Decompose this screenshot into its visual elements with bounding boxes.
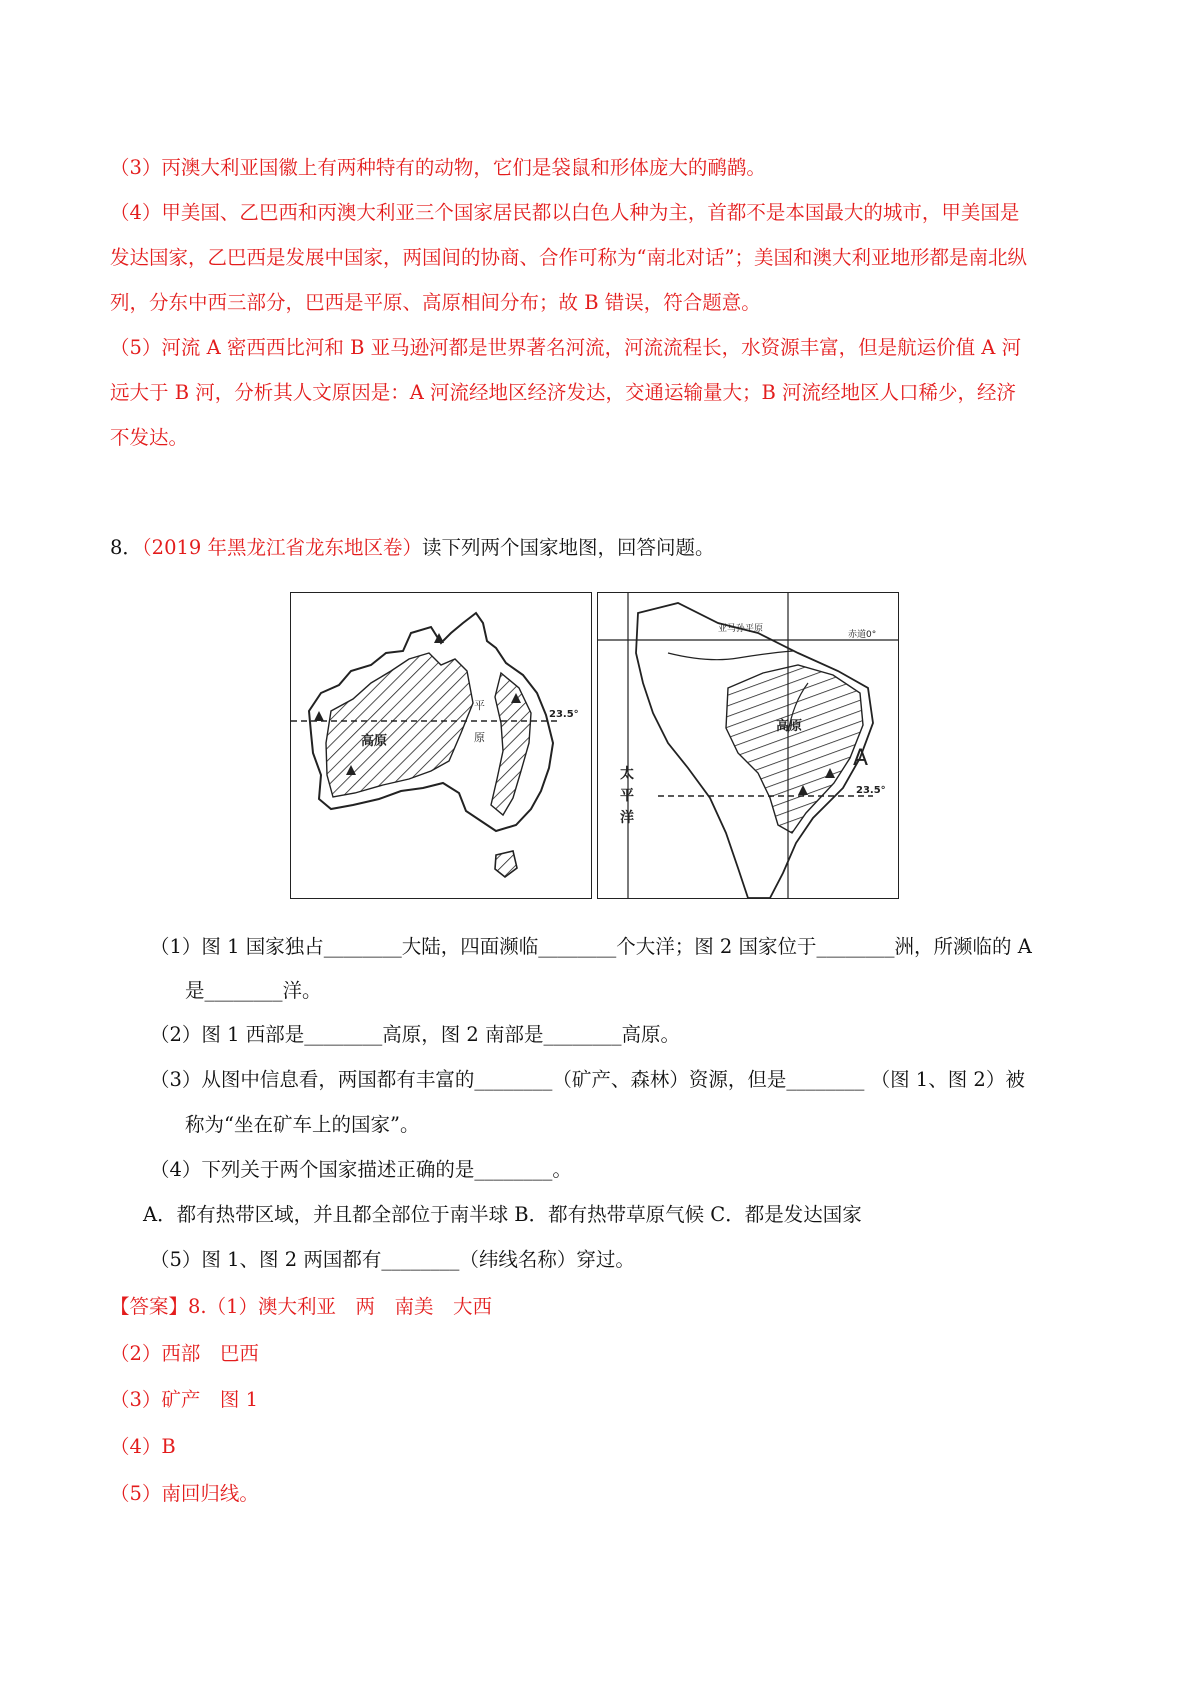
answer-5: （5）南回归线。	[110, 1482, 259, 1505]
question-number: 8．	[110, 536, 142, 559]
analysis-p5-line1: （5）河流 A 密西西比河和 B 亚马逊河都是世界著名河流，河流流程长，水资源丰富，但是航运价值 A 河	[110, 336, 1022, 359]
map1-latitude-label: 23.5°	[549, 709, 579, 720]
question-stem: 读下列两个国家地图，回答问题。	[422, 536, 715, 559]
map1-plain-char-1: 平	[474, 699, 485, 712]
answer-line-1	[110, 1292, 492, 1322]
sub-question-4-options: A．都有热带区域，并且都全部位于南半球 B．都有热带草原气候 C．都是发达国家	[143, 1203, 862, 1226]
brazil-map-graphic	[598, 593, 898, 898]
analysis-p5-line2: 远大于 B 河，分析其人文原因是：A 河流经地区经济发达，交通运输量大；B 河流经地区人口稀少，经济	[110, 381, 1017, 404]
sub-question-5: （5）图 1、图 2 两国都有________（纬线名称）穿过。	[150, 1248, 635, 1271]
sub-question-4: （4）下列关于两个国家描述正确的是________。	[150, 1158, 572, 1181]
analysis-p4-line3: 列，分东中西三部分，巴西是平原、高原相间分布；故 B 错误，符合题意。	[110, 291, 761, 314]
map2-ocean-char-3: 洋	[620, 810, 634, 826]
map-australia	[290, 592, 592, 899]
sub-question-1-line2: 是________洋。	[185, 979, 322, 1002]
map2-equator-label: 赤道0°	[848, 630, 877, 640]
question-8-heading	[110, 533, 715, 563]
australia-map-graphic	[291, 593, 591, 898]
map-brazil	[597, 592, 899, 899]
map2-amazon-label: 亚马孙平原	[718, 624, 764, 634]
map2-ocean-char-2: 平	[620, 788, 634, 804]
answer-3: （3）矿产 图 1	[110, 1388, 259, 1411]
map2-ocean-char-1: 太	[620, 766, 634, 782]
answer-4: （4）B	[110, 1435, 176, 1458]
answer-tag: 【答案】	[110, 1295, 189, 1318]
analysis-p3: （3）丙澳大利亚国徽上有两种特有的动物，它们是袋鼠和形体庞大的鸸鹋。	[110, 156, 766, 179]
answer-1: 8.（1）澳大利亚 两 南美 大西	[188, 1295, 493, 1318]
map2-plateau-label: 高原	[776, 719, 803, 734]
sub-question-1-line1: （1）图 1 国家独占________大陆，四面濒临________个大洋；图 2 国家位于________洲，所濒临的 A	[150, 935, 1032, 958]
analysis-p5-line3: 不发达。	[110, 426, 189, 449]
map2-latitude-label: 23.5°	[856, 785, 886, 796]
sub-question-2: （2）图 1 西部是________高原，图 2 南部是________高原。	[150, 1023, 681, 1046]
sub-question-3-line1: （3）从图中信息看，两国都有丰富的________（矿产、森林）资源，但是________ （图 1、图 2）被	[150, 1068, 1025, 1091]
answer-2: （2）西部 巴西	[110, 1342, 259, 1365]
question-source: （2019 年黑龙江省龙东地区卷）	[141, 536, 422, 559]
tasmania	[495, 851, 517, 877]
map2-label-a: A	[853, 746, 869, 771]
sub-question-3-line2: 称为“坐在矿车上的国家”。	[185, 1113, 420, 1136]
analysis-p4-line2: 发达国家，乙巴西是发展中国家，两国间的协商、合作可称为“南北对话”；美国和澳大利亚地形都是南北纵	[110, 246, 1027, 269]
analysis-p4-line1: （4）甲美国、乙巴西和丙澳大利亚三个国家居民都以白色人种为主，首都不是本国最大的城市，甲美国是	[110, 201, 1020, 224]
map1-plateau-label: 高原	[361, 734, 388, 749]
map1-plain-char-2: 原	[474, 731, 485, 744]
